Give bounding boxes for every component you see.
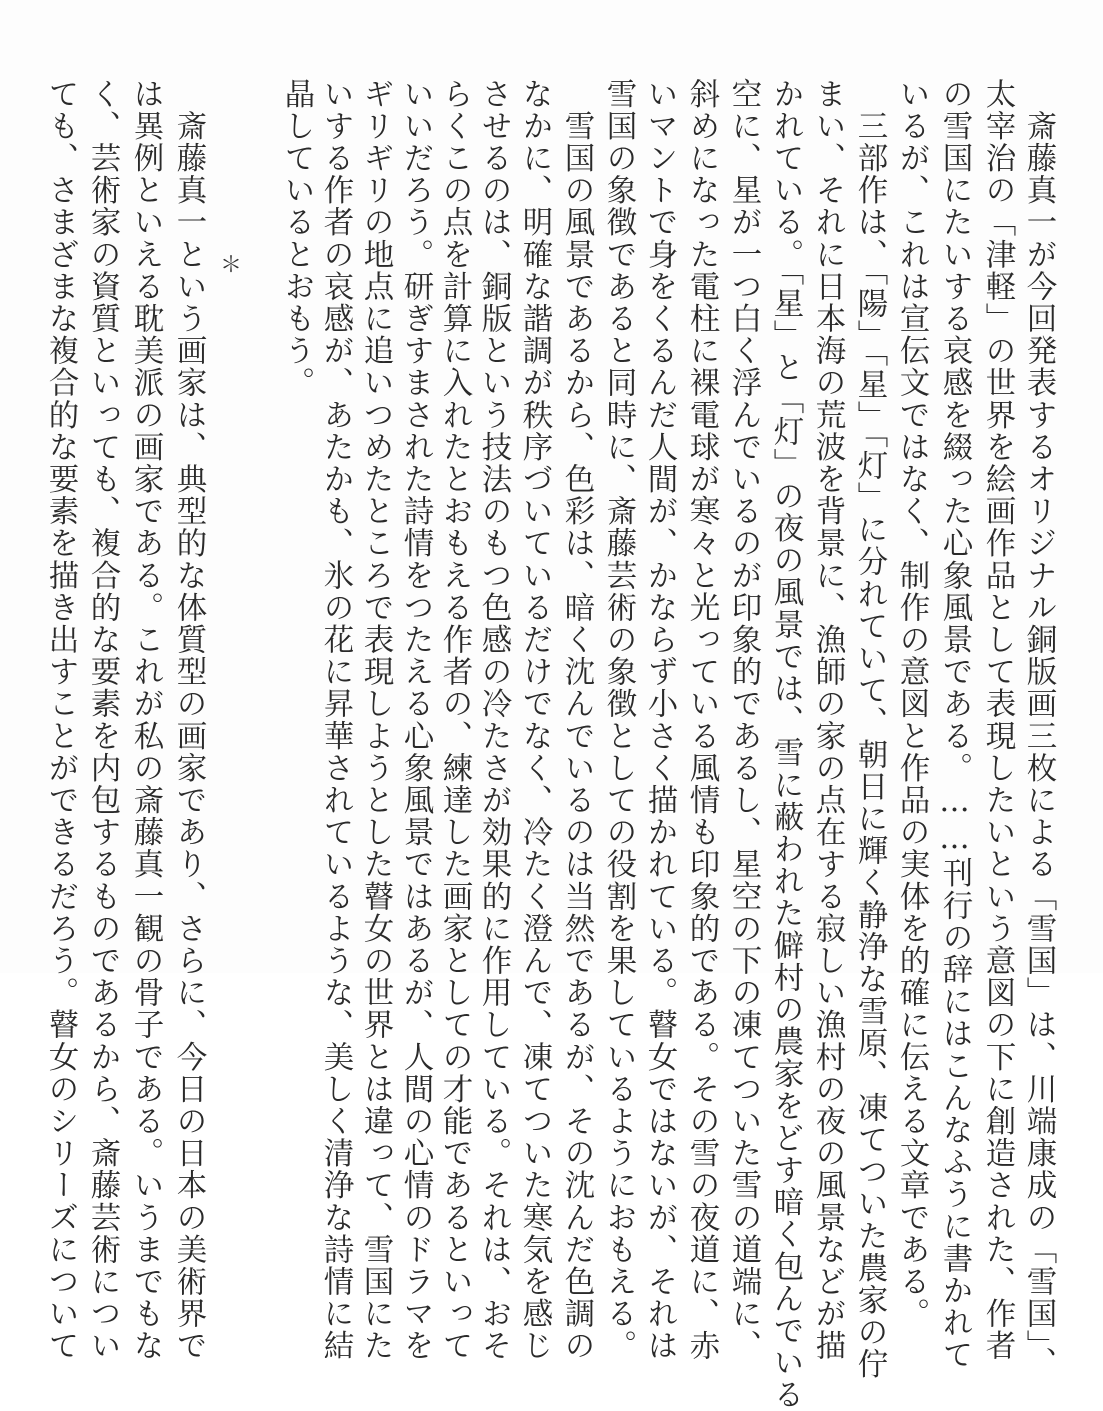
text-column: 斜めになった電柱に裸電球が寒々と光っている風情も印象的である。その雪の夜道に、赤 xyxy=(684,78,719,1362)
text-column: 斎藤真一という画家は、典型的な体質型の画家であり、さらに、今日の日本の美術界で xyxy=(171,78,206,1362)
text-column: 三部作は、「陽」「星」「灯」に分れていて、朝日に輝く静浄な雪原、凍てついた農家の佇 xyxy=(852,78,887,1381)
text-column: まい、それに日本海の荒波を背景に、漁師の家の点在する寂しい漁村の夜の風景などが描 xyxy=(810,78,845,1362)
text-column: なかに、明確な諧調が秩序づいているだけでなく、冷たく澄んで、凍てついた寒気を感じ xyxy=(517,78,552,1362)
text-column: いるが、これは宣伝文ではなく、制作の意図と作品の実体を的確に伝える文章である。 xyxy=(894,78,929,1330)
text-column: 雪国の風景であるから、色彩は、暗く沈んでいるのは当然であるが、その沈んだ色調の xyxy=(559,78,594,1362)
text-column: は異例といえる耽美派の画家である。これが私の斎藤真一観の骨子である。いうまでもな xyxy=(128,78,163,1362)
text-column: ギリギリの地点に追いつめたところで表現しようとした瞽女の世界とは違って、雪国にた xyxy=(358,78,393,1362)
text-column: 雪国の象徴であると同時に、斎藤芸術の象徴としての役割を果しているようにおもえる。 xyxy=(601,78,636,1362)
text-column: させるのは、銅版という技法のもつ色感の冷たさが効果的に作用している。それは、おそ xyxy=(476,78,511,1362)
text-column: らくこの点を計算に入れたとおもえる作者の、練達した画家としての才能であるといって xyxy=(437,78,472,1362)
section-separator-asterisk: ＊ xyxy=(220,253,243,278)
text-column: 空に、星が一つ白く浮んでいるのが印象的であるし、星空の下の凍てついた雪の道端に、 xyxy=(726,78,761,1362)
text-column: かれている。「星」と「灯」の夜の風景では、雪に蔽われた僻村の農家をどす暗く包んでいる xyxy=(768,78,803,1411)
text-column: の雪国にたいする哀感を綴った心象風景である。……刊行の辞にはこんなふうに書かれて xyxy=(937,78,972,1371)
text-column: ても、さまざまな複合的な要素を描き出すことができるだろう。瞽女のシリーズについて xyxy=(43,78,78,1362)
text-column: 晶しているとおもう。 xyxy=(279,78,314,399)
text-column: いマントで身をくるんだ人間が、かならず小さく描かれている。瞽女ではないが、それは xyxy=(642,78,677,1362)
text-column: いする作者の哀感が、あたかも、氷の花に昇華されているような、美しく清浄な詩情に結 xyxy=(318,78,353,1362)
text-column: く、芸術家の資質といっても、複合的な要素を内包するものであるから、斎藤芸術につい xyxy=(85,78,120,1362)
text-column: いいだろう。研ぎすまされた詩情をつたえる心象風景ではあるが、人間の心情のドラマを xyxy=(398,78,433,1362)
text-column: 太宰治の「津軽」の世界を絵画作品として表現したいという意図の下に創造された、作者 xyxy=(980,78,1015,1362)
text-column: 斎藤真一が今回発表するオリジナル銅版画三枚による「雪国」は、川端康成の「雪国」、 xyxy=(1021,78,1056,1379)
